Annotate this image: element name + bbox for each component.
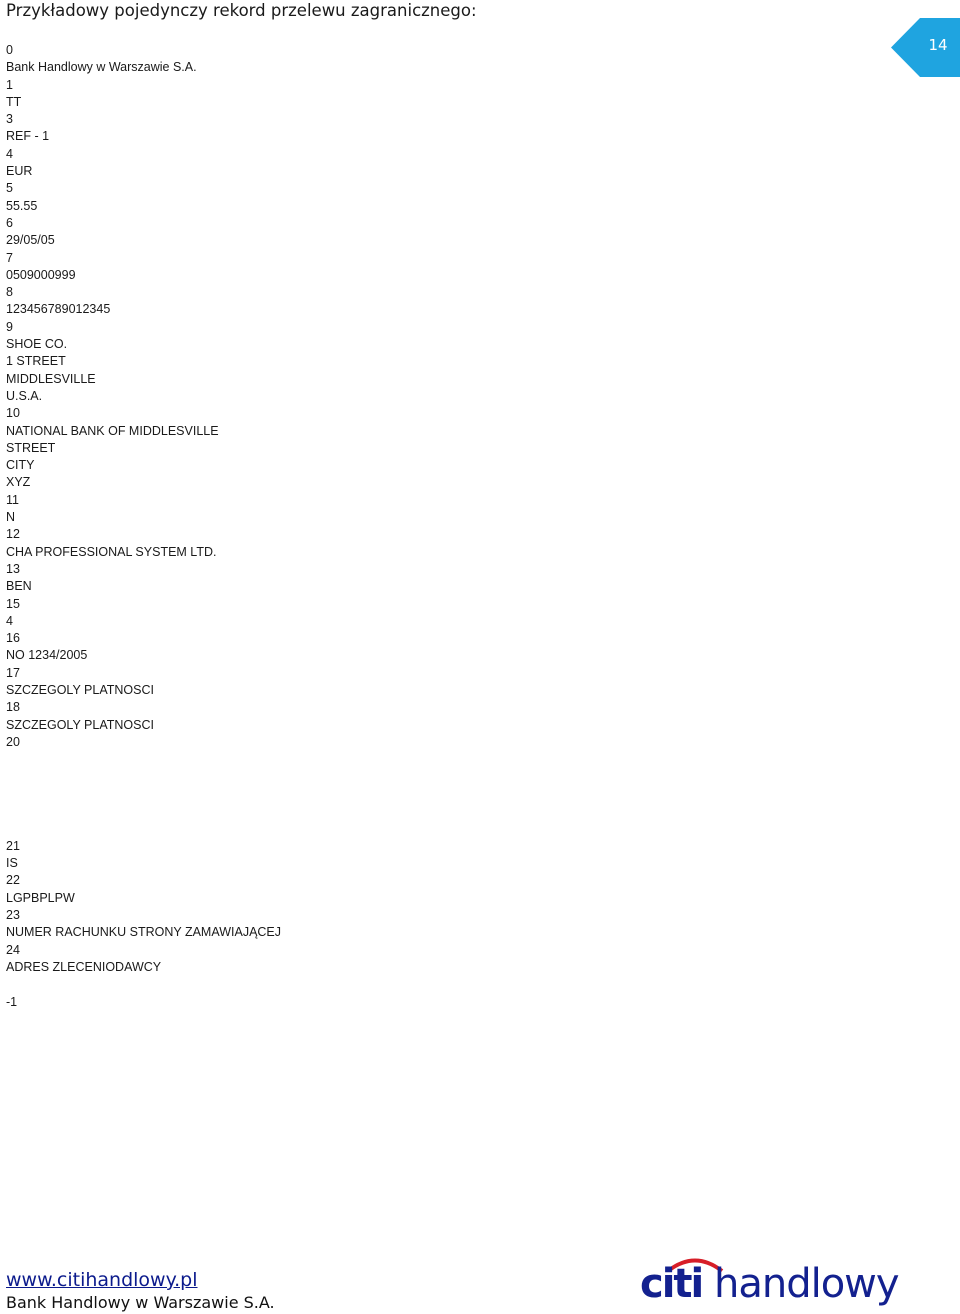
record-line: SZCZEGOLY PLATNOSCI xyxy=(6,717,154,732)
record-line: 12 xyxy=(6,527,20,542)
record-line: ADRES ZLECENIODAWCY xyxy=(6,959,162,974)
footer-company-name: Bank Handlowy w Warszawie S.A. xyxy=(6,1293,275,1312)
logo-wordmark xyxy=(640,1260,899,1308)
record-line: EUR xyxy=(6,164,33,179)
record-line: NUMER RACHUNKU STRONY ZAMAWIAJĄCEJ xyxy=(6,925,282,940)
record-line: 13 xyxy=(6,561,20,576)
logo-handlowy-text: handlowy xyxy=(702,1261,899,1307)
record-line: NO 1234/2005 xyxy=(6,648,88,663)
record-line: 1 xyxy=(6,77,13,92)
record-line: CITY xyxy=(6,458,35,473)
record-line: U.S.A. xyxy=(6,388,43,403)
record-line: NATIONAL BANK OF MIDDLESVILLE xyxy=(6,423,219,438)
record-line: 6 xyxy=(6,215,13,230)
record-line: SHOE CO. xyxy=(6,337,68,352)
record-line: N xyxy=(6,510,16,525)
page-number: 14 xyxy=(928,36,948,54)
record-line: SZCZEGOLY PLATNOSCI xyxy=(6,682,154,697)
record-line: 4 xyxy=(6,613,13,628)
record-line: CHA PROFESSIONAL SYSTEM LTD. xyxy=(6,544,217,559)
record-line: 15 xyxy=(6,596,20,611)
record-line: 21 xyxy=(6,838,20,853)
record-line: REF - 1 xyxy=(6,129,50,144)
logo-citi-text: citi xyxy=(640,1261,703,1307)
record-line: 17 xyxy=(6,665,20,680)
record-line: BEN xyxy=(6,579,32,594)
record-line: TT xyxy=(6,94,22,109)
record-line: 23 xyxy=(6,908,20,923)
record-line: 16 xyxy=(6,631,20,646)
record-line: 0 xyxy=(6,43,13,57)
record-line: STREET xyxy=(6,440,56,455)
record-line: 7 xyxy=(6,250,13,265)
record-line: 9 xyxy=(6,319,13,334)
record-line: 24 xyxy=(6,942,20,957)
record-line: 1 STREET xyxy=(6,354,66,369)
record-line: 10 xyxy=(6,406,20,421)
record-line: XYZ xyxy=(6,475,31,490)
page-heading: Przykładowy pojedynczy rekord przelewu zagranicznego: xyxy=(6,1,477,20)
record-line: 5 xyxy=(6,181,13,196)
record-line: MIDDLESVILLE xyxy=(6,371,96,386)
record-line: 0509000999 xyxy=(6,267,76,282)
record-line: 29/05/05 xyxy=(6,233,55,248)
record-line: 3 xyxy=(6,112,13,127)
citi-handlowy-logo xyxy=(640,1256,899,1308)
record-line: IS xyxy=(6,856,18,871)
record-line: 11 xyxy=(6,492,19,507)
record-line: LGPBPLPW xyxy=(6,890,75,905)
record-line: 4 xyxy=(6,146,13,161)
record-line: 22 xyxy=(6,873,20,888)
record-line: 18 xyxy=(6,700,20,715)
record-line: -1 xyxy=(6,994,18,1009)
record-line: 123456789012345 xyxy=(6,302,111,317)
record-line: 8 xyxy=(6,285,13,300)
record-line: 20 xyxy=(6,734,20,749)
transfer-record xyxy=(6,42,281,1011)
record-line: 55.55 xyxy=(6,198,38,213)
record-line: Bank Handlowy w Warszawie S.A. xyxy=(6,60,197,75)
website-link[interactable]: www.citihandlowy.pl xyxy=(6,1269,198,1291)
